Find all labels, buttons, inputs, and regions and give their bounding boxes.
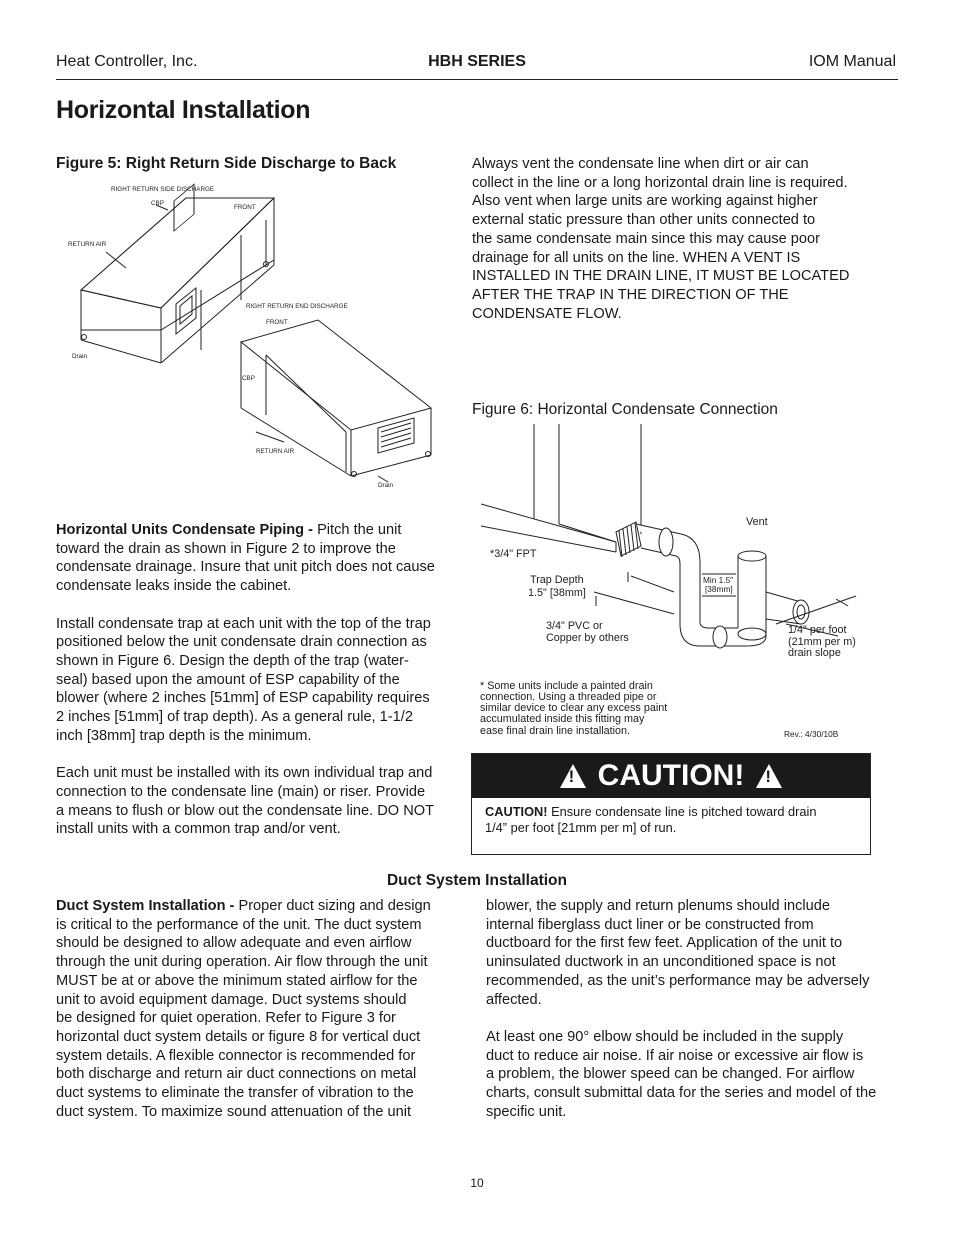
duct-line: a problem, the blower speed can be changed. For airflow [486, 1066, 855, 1083]
duct-line: should be designed to allow adequate and even airflow [56, 935, 412, 952]
figure6-label-trap-depth-2: 1.5" [38mm] [528, 587, 586, 599]
duct-line: blower, the supply and return plenums should include [486, 898, 830, 914]
caution-banner [472, 754, 870, 798]
figure6-label-pvc-2: Copper by others [546, 632, 629, 644]
duct-paragraph-3 [486, 1028, 901, 1122]
figure6-label-min-1: Min 1.5" [703, 575, 734, 585]
figure6-label-pvc-1: 3/4" PVC or [546, 620, 603, 632]
header-series: HBH SERIES [428, 53, 526, 70]
caution-banner-text: CAUTION! [597, 759, 745, 792]
piping-line: inch [38mm] trap depth is the minimum. [56, 727, 312, 744]
vent-line: INSTALLED IN THE DRAIN LINE, IT MUST BE LOCATED [472, 268, 850, 285]
figure6-label-slope-1: 1/4" per foot [788, 624, 847, 636]
piping-line: toward the drain as shown in Figure 2 to improve the [56, 540, 396, 557]
figure6-note-4: accumulated inside this fitting may [480, 713, 645, 725]
caution-lead: CAUTION! [485, 804, 548, 819]
page-title: Horizontal Installation [56, 96, 311, 124]
figure5-label-drain: Drain [72, 353, 88, 360]
duct-line: At least one 90° elbow should be included in the supply [486, 1028, 844, 1045]
piping-section [56, 521, 461, 858]
duct-line: both discharge and return air duct connections on metal [56, 1066, 417, 1083]
duct-lead: Duct System Installation - [56, 898, 235, 914]
duct-line: charts, consult submittal data for the series and model of the [486, 1085, 877, 1102]
figure6-note-1: * Some units include a painted drain [480, 680, 653, 692]
figure6-label-vent: Vent [746, 516, 768, 528]
warning-icon: ! [560, 764, 586, 788]
figure6-label-rev: Rev.: 4/30/10B [784, 729, 839, 739]
piping-line: install units with a common trap and/or vent. [56, 821, 341, 838]
page-number: 10 [470, 1176, 484, 1190]
duct-line: unit to avoid equipment damage. Duct systems should [56, 991, 407, 1008]
vent-line: the same condensate main since this may cause poor [472, 230, 821, 247]
duct-line: specific unit. [486, 1103, 567, 1120]
figure5-label-front2: FRONT [266, 319, 288, 326]
piping-paragraph-3 [56, 764, 461, 839]
caution-line: Ensure condensate line is pitched toward drain [547, 804, 817, 819]
duct-line: duct system. To maximize sound attenuation of the unit [56, 1103, 412, 1120]
warning-icon: ! [756, 764, 782, 788]
duct-line: system details. A flexible connector is recommended for [56, 1047, 416, 1064]
piping-line: positioned below the unit condensate drain connection as [56, 634, 427, 651]
duct-line: recommended, as the unit’s performance may be adversely [486, 972, 870, 989]
vent-line: drainage for all units on the line. WHEN A VENT IS [472, 249, 801, 266]
piping-lead: Horizontal Units Condensate Piping - [56, 522, 314, 538]
piping-line: seal) based upon the amount of ESP capability of the [56, 671, 400, 688]
header-manual: IOM Manual [808, 53, 896, 70]
duct-paragraph-2 [486, 897, 901, 1009]
piping-line: condensate drainage. Insure that unit pitch does not cause [56, 559, 435, 576]
duct-line: ductboard for the first few feet. Application of the unit to [486, 935, 843, 952]
duct-line: internal fiberglass duct liner or be constructed from [486, 916, 814, 933]
duct-right-column [486, 897, 901, 1121]
figure5-label-front: FRONT [234, 204, 256, 211]
duct-line: be designed for quiet operation. Refer to Figure 3 for [56, 1010, 396, 1027]
figure5-label-end-discharge: RIGHT RETURN END DISCHARGE [246, 303, 348, 310]
piping-paragraph-2 [56, 615, 461, 746]
figure6-note-2: connection. Using a threaded pipe or [480, 691, 657, 703]
figure5-label-return-air2: RETURN AIR [256, 448, 295, 455]
duct-section-title: Duct System Installation [386, 872, 567, 889]
figure6-title: Figure 6: Horizontal Condensate Connection [472, 401, 778, 418]
figure5-label-cbp2: CBP [242, 375, 255, 382]
figure5-label-side-discharge: RIGHT RETURN SIDE DISCHARGE [111, 186, 215, 193]
duct-line: is critical to the performance of the unit. The duct system [56, 916, 422, 933]
duct-left-column [56, 897, 466, 1121]
duct-line: affected. [486, 991, 542, 1008]
figure6-label-slope-2: (21mm per m) [788, 636, 856, 648]
piping-line: shown in Figure 6. Design the depth of the trap (water- [56, 652, 409, 669]
vent-paragraph [472, 155, 892, 323]
figure6-label-min-2: [38mm] [705, 584, 733, 594]
piping-line: blower (where 2 inches [51mm] of ESP capability requires [56, 690, 430, 707]
piping-line: Each unit must be installed with its own individual trap and [56, 765, 433, 782]
vent-line: AFTER THE TRAP IN THE DIRECTION OF THE [472, 286, 789, 303]
figure5-title: Figure 5: Right Return Side Discharge to Back [56, 155, 397, 172]
figure5-label-cbp: CBP [151, 200, 164, 207]
duct-line: uninsulated ductwork in an unconditioned space is not [486, 954, 836, 971]
header-rule [56, 79, 898, 80]
caution-text [485, 804, 860, 836]
figure6-diagram [476, 424, 876, 744]
piping-paragraph-1 [56, 521, 461, 596]
piping-line: condensate leaks inside the cabinet. [56, 578, 292, 595]
header-company: Heat Controller, Inc. [56, 53, 198, 70]
vent-line: Also vent when large units are working against higher [472, 193, 818, 210]
figure5-diagram [56, 180, 456, 495]
duct-line: duct to reduce air noise. If air noise or excessive air flow is [486, 1047, 864, 1064]
piping-line: a means to flush or blow out the condensate line. DO NOT [56, 802, 435, 819]
vent-line: CONDENSATE FLOW. [472, 305, 622, 322]
figure6-label-trap-depth-1: Trap Depth [530, 574, 584, 586]
figure6-label-fpt: *3/4" FPT [490, 548, 537, 560]
duct-line: horizontal duct system details or figure 8 for vertical duct [56, 1028, 421, 1045]
duct-line: MUST be at or above the minimum stated airflow for the [56, 972, 418, 989]
vent-line: Always vent the condensate line when dirt or air can [472, 156, 809, 172]
duct-line: through the unit during operation. Air flow through the unit [56, 954, 428, 971]
piping-line: 2 inches [51mm] of trap depth). As a general rule, 1-1/2 [56, 709, 413, 726]
figure5-label-drain2: Drain [378, 482, 394, 489]
piping-line: Pitch the unit [313, 522, 402, 538]
caution-line: 1/4” per foot [21mm per m] of run. [485, 820, 677, 835]
figure6-note-3: similar device to clear any excess paint [480, 702, 668, 714]
piping-line: connection to the condensate line (main) or riser. Provide [56, 783, 426, 800]
piping-line: Install condensate trap at each unit with the top of the trap [56, 615, 431, 632]
figure5-label-return-air: RETURN AIR [68, 241, 107, 248]
duct-line: Proper duct sizing and design [234, 898, 431, 914]
vent-line: external static pressure than other units connected to [472, 212, 816, 229]
vent-line: collect in the line or a long horizontal drain line is required. [472, 174, 848, 191]
duct-line: duct systems to eliminate the transfer of vibration to the [56, 1085, 414, 1102]
caution-box [471, 753, 871, 855]
figure6-label-slope-3: drain slope [788, 647, 841, 659]
figure6-note-5: ease final drain line installation. [480, 725, 631, 737]
